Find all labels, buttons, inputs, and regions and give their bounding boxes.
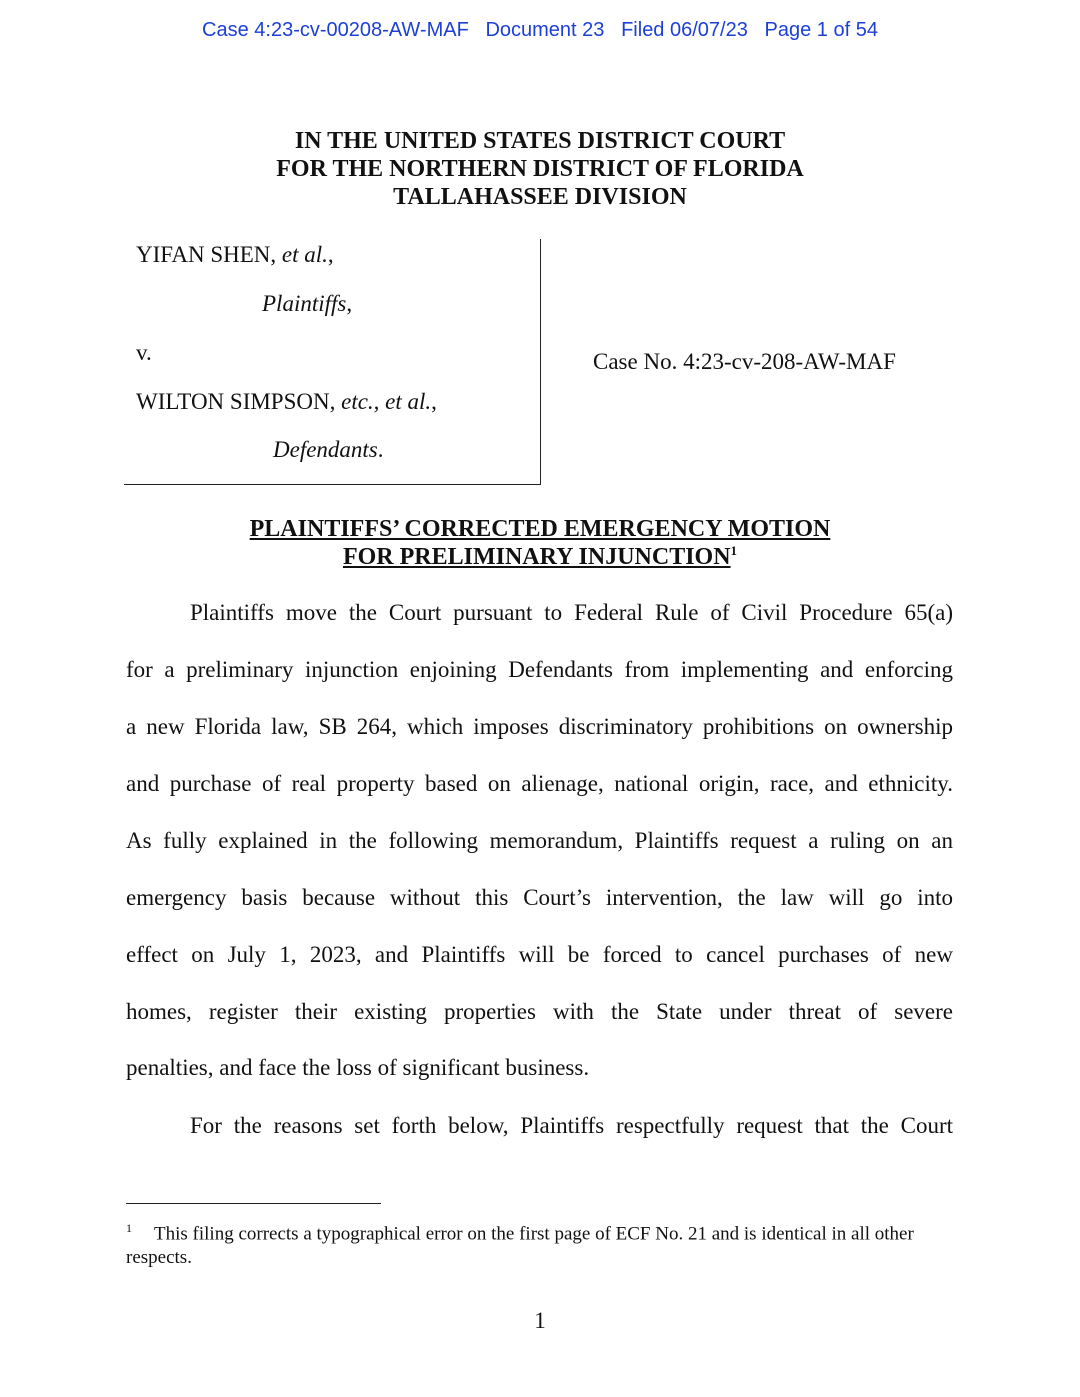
body-line: penalties, and face the loss of significant business. bbox=[126, 1055, 590, 1080]
footnote-separator bbox=[126, 1203, 381, 1204]
defendant-role-text: Defendants bbox=[273, 437, 378, 462]
page-number: 1 bbox=[534, 1308, 546, 1333]
ecf-filing-header: Case 4:23-cv-00208-AW-MAF Document 23 Filed 06/07/23 Page 1 of 54 bbox=[202, 19, 878, 41]
body-line: effect on July 1, 2023, and Plaintiffs will be forced to cancel purchases of new bbox=[126, 942, 953, 967]
defendant-etal: etc., et al. bbox=[341, 389, 432, 414]
defendant-trail: , bbox=[431, 389, 437, 414]
court-heading bbox=[0, 127, 1080, 211]
footnote-text: This filing corrects a typographical error on the first page of ECF No. 21 and is identical in all other respects. bbox=[126, 1223, 914, 1269]
plaintiff-trail: , bbox=[327, 242, 334, 267]
court-heading-line-2: FOR THE NORTHERN DISTRICT OF FLORIDA bbox=[276, 156, 804, 182]
versus: v. bbox=[136, 340, 152, 365]
body-line: Plaintiffs move the Court pursuant to Federal Rule of Civil Procedure 65(a) bbox=[190, 600, 953, 625]
plaintiff-name-text: YIFAN SHEN, bbox=[136, 242, 277, 267]
body-line: a new Florida law, SB 264, which imposes discriminatory prohibitions on ownership bbox=[126, 714, 953, 739]
body-line: emergency basis because without this Court’s intervention, the law will go into bbox=[126, 885, 953, 910]
plaintiff-etal: et al. bbox=[281, 242, 328, 267]
plaintiff-role bbox=[262, 291, 352, 317]
defendant-role bbox=[273, 437, 384, 463]
motion-title-line-1: PLAINTIFFS’ CORRECTED EMERGENCY MOTION bbox=[249, 516, 831, 542]
plaintiff-role-text: Plaintiffs bbox=[262, 291, 347, 316]
footnote-reference: 1 bbox=[730, 543, 738, 558]
defendant-name bbox=[136, 389, 437, 415]
body-line: and purchase of real property based on alienage, national origin, race, and ethnicity. bbox=[126, 771, 953, 796]
plaintiff-name bbox=[136, 242, 334, 268]
defendant-role-trail: . bbox=[377, 437, 384, 462]
court-heading-line-3: TALLAHASSEE DIVISION bbox=[393, 184, 687, 210]
case-number: Case No. 4:23-cv-208-AW-MAF bbox=[593, 349, 896, 374]
defendant-name-text: WILTON SIMPSON, bbox=[136, 389, 336, 414]
motion-title-line-2: FOR PRELIMINARY INJUNCTION bbox=[342, 544, 731, 570]
body-line: homes, register their existing properties with the State under threat of severe bbox=[126, 999, 953, 1024]
footnote-number: 1 bbox=[126, 1221, 132, 1235]
body-line: for a preliminary injunction enjoining Defendants from implementing and enforcing bbox=[126, 657, 953, 682]
footnote bbox=[126, 1216, 953, 1270]
motion-title bbox=[0, 515, 1080, 571]
plaintiff-role-trail: , bbox=[346, 291, 353, 316]
court-heading-line-1: IN THE UNITED STATES DISTRICT COURT bbox=[294, 128, 786, 154]
body-line: As fully explained in the following memorandum, Plaintiffs request a ruling on an bbox=[126, 828, 953, 853]
body-line: For the reasons set forth below, Plaintiffs respectfully request that the Court bbox=[190, 1113, 953, 1138]
